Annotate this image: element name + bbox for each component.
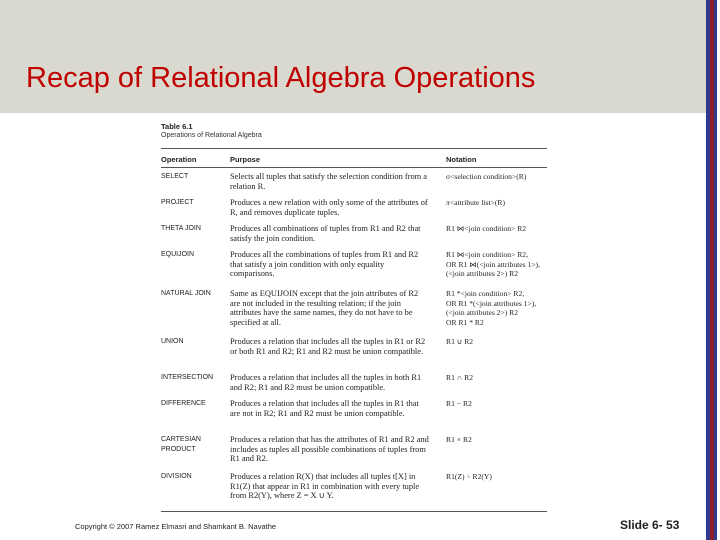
operation-name: UNION: [161, 338, 184, 345]
notation-line: R1 − R2: [446, 399, 472, 408]
operations-table: [161, 122, 547, 514]
operation-notation: [446, 337, 547, 347]
slide-number: Slide 6- 53: [620, 518, 680, 532]
operation-notation: [446, 289, 547, 327]
accent-bar-blue-2: [714, 0, 717, 540]
header-notation: Notation: [446, 155, 477, 164]
operation-notation: [446, 435, 547, 445]
notation-line: R1 ∪ R2: [446, 337, 474, 346]
table-subcaption: Operations of Relational Algebra: [161, 132, 262, 139]
notation-line: R1 ⋈<join condition> R2: [446, 224, 527, 233]
operation-name: DIVISION: [161, 473, 192, 480]
notation-line: (<join attributes 2>) R2: [446, 308, 519, 318]
table-top-rule: [161, 148, 547, 149]
operation-purpose: Selects all tuples that satisfy the selection condition from a relation R.: [230, 172, 427, 191]
operation-notation: [446, 198, 547, 208]
operation-purpose: Produces all the combinations of tuples from R1 and R2 that satisfy a join condition with only equality comparisons.: [230, 250, 419, 279]
notation-line: (<join attributes 2>) R2: [446, 269, 519, 279]
notation-line: π<attribute list>(R): [446, 198, 506, 207]
notation-line: OR R1 * R2: [446, 317, 484, 327]
notation-line: OR R1 ⋈(<join attributes 1>),: [446, 259, 540, 269]
notation-line: OR R1 *(<join attributes 1>),: [446, 298, 537, 308]
operation-notation: [446, 250, 547, 279]
header-operation: Operation: [161, 155, 197, 164]
operation-name: SELECT: [161, 173, 189, 180]
operation-purpose: Same as EQUIJOIN except that the join attributes of R2 are not included in the resulting relation; if the join attributes have the same names, they do not have to be specified at all.: [230, 289, 419, 327]
operation-purpose: Produces a relation that includes all the tuples in both R1 and R2; R1 and R2 must be union compatible.: [230, 373, 422, 392]
operation-purpose: Produces a relation R(X) that includes all tuples t[X] in R1(Z) that appear in R1 in combination with every tuple from R2(Y), where Z = X ∪ Y.: [230, 472, 420, 501]
operation-purpose: Produces a relation that has the attributes of R1 and R2 and includes as tuples all possible combinations of tuples from R1 and R2.: [230, 435, 429, 464]
operation-name: CARTESIAN PRODUCT: [161, 436, 201, 453]
notation-line: R1 × R2: [446, 435, 472, 444]
notation-line: R1 ∩ R2: [446, 373, 474, 382]
notation-line: σ<selection condition>(R): [446, 172, 527, 181]
title-band: [0, 0, 706, 113]
operation-notation: [446, 224, 547, 234]
operation-purpose: Produces all combinations of tuples from R1 and R2 that satisfy the join condition.: [230, 224, 421, 243]
notation-line: R1 ⋈<join condition> R2,: [446, 250, 528, 259]
operation-purpose: Produces a relation that includes all the tuples in R1 or R2 or both R1 and R2; R1 and R2 must be union compatible.: [230, 337, 426, 356]
copyright-footer: Copyright © 2007 Ramez Elmasri and Shamkant B. Navathe: [75, 522, 277, 531]
slide-title: Recap of Relational Algebra Operations: [26, 62, 536, 94]
operation-notation: [446, 373, 547, 383]
operation-name: PROJECT: [161, 199, 194, 206]
operation-purpose: Produces a new relation with only some of the attributes of R, and removes duplicate tuples.: [230, 198, 428, 217]
table-bottom-rule: [161, 511, 547, 512]
header-purpose: Purpose: [230, 155, 261, 164]
header-rule: [161, 167, 547, 168]
operation-name: DIFFERENCE: [161, 400, 206, 407]
operation-notation: [446, 172, 547, 182]
operation-notation: [446, 472, 547, 482]
operation-name: THETA JOIN: [161, 225, 201, 232]
table-caption: Table 6.1: [161, 122, 193, 131]
notation-line: R1 *<join condition> R2,: [446, 289, 525, 298]
operation-purpose: Produces a relation that includes all the tuples in R1 that are not in R2; R1 and R2 must be union compatible.: [230, 399, 419, 418]
operation-name: INTERSECTION: [161, 374, 214, 381]
operation-name: EQUIJOIN: [161, 251, 195, 258]
operation-name: NATURAL JOIN: [161, 290, 211, 297]
notation-line: R1(Z) ÷ R2(Y): [446, 472, 492, 481]
operation-notation: [446, 399, 547, 409]
